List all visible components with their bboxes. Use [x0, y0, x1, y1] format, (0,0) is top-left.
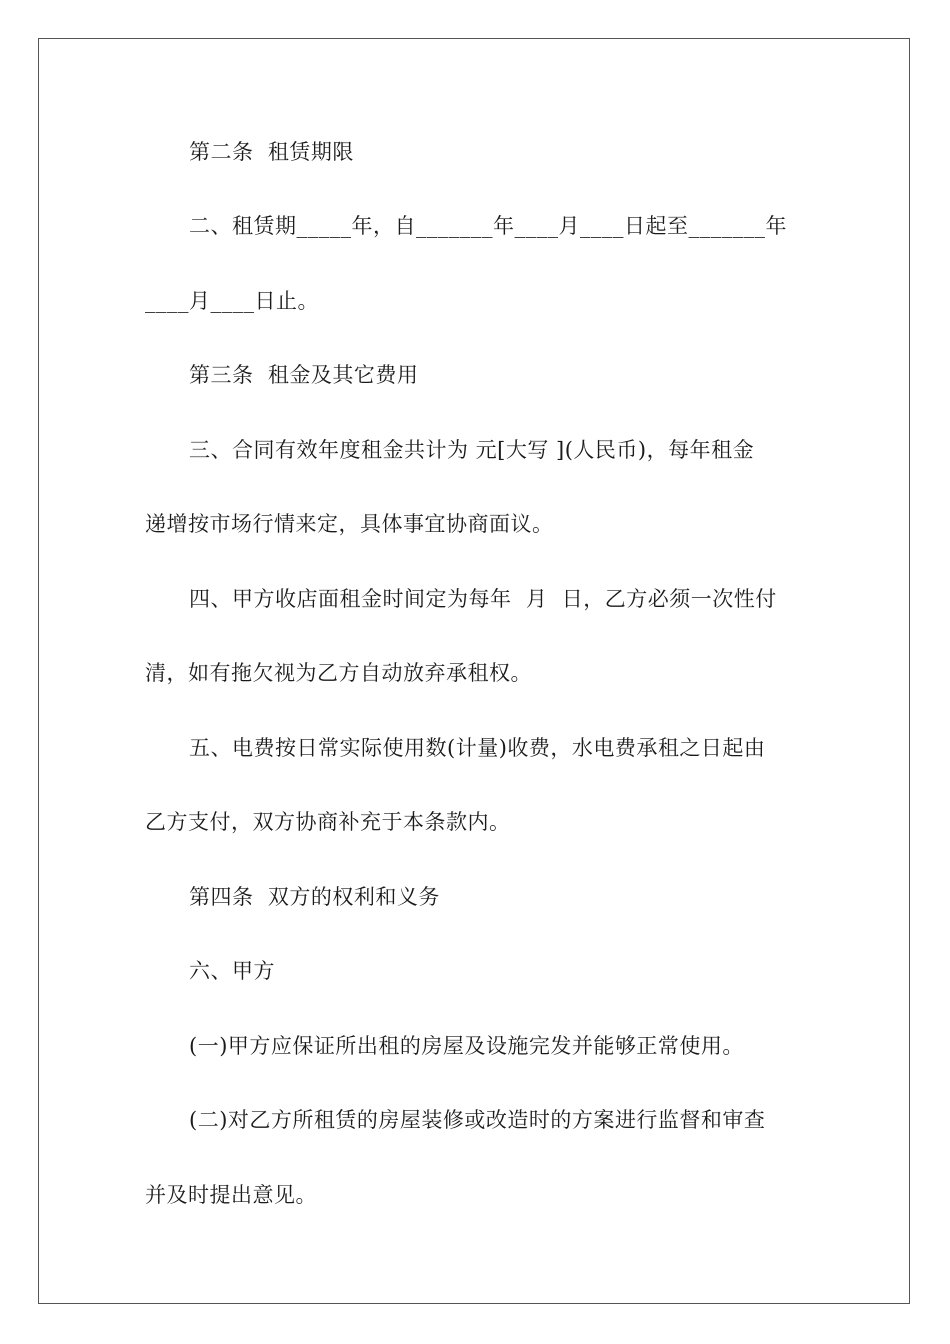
clause-6-item-1: (一)甲方应保证所出租的房屋及设施完发并能够正常使用。 — [189, 1034, 744, 1058]
clause-6-item-2-line-1: (二)对乙方所租赁的房屋装修或改造时的方案进行监督和审查 — [189, 1108, 766, 1132]
clause-5-line-2: 乙方支付，双方协商补充于本条款内。 — [145, 810, 511, 834]
clause-4-line-1: 四、甲方收店面租金时间定为每年 月 日，乙方必须一次性付 — [189, 587, 777, 611]
clause-6-heading: 六、甲方 — [189, 959, 275, 983]
clause-4-line-2: 清，如有拖欠视为乙方自动放弃承租权。 — [145, 661, 532, 685]
section-heading-rent: 第三条 租金及其它费用 — [189, 363, 419, 387]
clause-2-line-2: ____月____日止。 — [145, 289, 319, 313]
clause-2-line-1: 二、租赁期_____年，自_______年____月____日起至_______年 — [189, 214, 787, 238]
section-heading-rights: 第四条 双方的权利和义务 — [189, 885, 440, 909]
clause-6-item-2-line-2: 并及时提出意见。 — [145, 1183, 317, 1207]
clause-3-line-2: 递增按市场行情来定，具体事宜协商面议。 — [145, 512, 554, 536]
section-heading-lease-term: 第二条 租赁期限 — [189, 140, 354, 164]
clause-5-line-1: 五、电费按日常实际使用数(计量)收费，水电费承租之日起由 — [189, 736, 766, 760]
clause-3-line-1: 三、合同有效年度租金共计为 元[大写 ](人民币)，每年租金 — [189, 438, 755, 462]
